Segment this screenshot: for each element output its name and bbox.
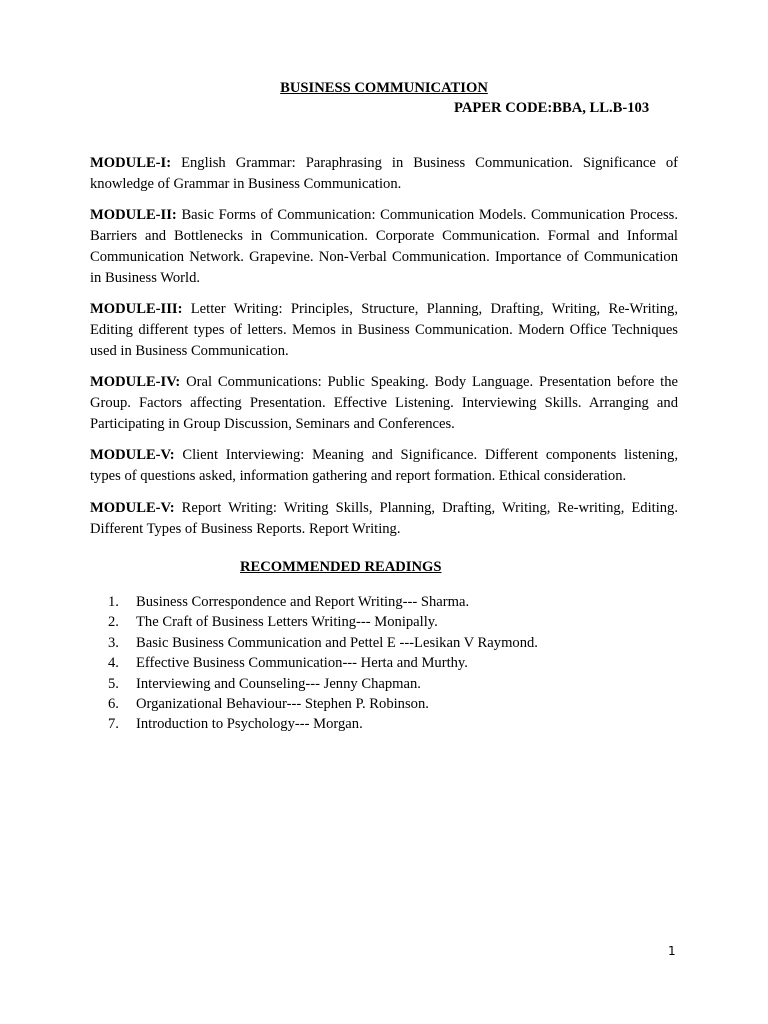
reading-text: Introduction to Psychology--- Morgan.	[136, 716, 363, 733]
reading-text: Effective Business Communication--- Herta and Murthy.	[136, 655, 468, 672]
reading-text: Organizational Behaviour--- Stephen P. Robinson.	[136, 696, 429, 713]
paper-code: PAPER CODE:BBA, LL.B-103	[454, 100, 650, 116]
module-list	[90, 153, 678, 550]
module-label: MODULE-II:	[90, 207, 177, 224]
list-number: 7.	[108, 716, 119, 733]
list-number: 1.	[108, 594, 119, 610]
module-label: MODULE-V:	[90, 499, 175, 516]
module-label: MODULE-III:	[90, 301, 183, 318]
module-text: Basic Forms of Communication: Communication Models. Communication Process. Barriers and Bottlenecks in Communication. Corporate Communication. Formal and Informal Communication Network. Grapevine. Non-Verbal Communication. Importance of Communication in Business World.	[90, 207, 678, 286]
module-text: Oral Communications: Public Speaking. Body Language. Presentation before the Group. Factors affecting Presentation. Effective Listening. Interviewing Skills. Arranging and Participating in Group Discussion, Seminars and Conferences.	[90, 374, 678, 432]
list-number: 3.	[108, 634, 119, 651]
list-item	[108, 612, 538, 632]
module-label: MODULE-I:	[90, 155, 172, 171]
module-text: English Grammar: Paraphrasing in Business Communication. Significance of knowledge of Grammar in Business Communication.	[90, 155, 678, 192]
module-paragraph	[90, 205, 678, 288]
reading-text: Basic Business Communication and Pettel E ---Lesikan V Raymond.	[136, 634, 538, 651]
page-number: 1	[668, 944, 676, 958]
document-title: BUSINESS COMMUNICATION	[280, 80, 488, 96]
module-text: Letter Writing: Principles, Structure, Planning, Drafting, Writing, Re-Writing, Editing different types of letters. Memos in Business Communication. Modern Office Techniques used in Business Communication.	[90, 301, 678, 359]
reading-text: Business Correspondence and Report Writing--- Sharma.	[136, 594, 470, 610]
module-paragraph	[90, 372, 678, 434]
readings-heading: RECOMMENDED READINGS	[240, 559, 442, 575]
reading-text: The Craft of Business Letters Writing--- Monipally.	[136, 614, 438, 631]
module-text: Client Interviewing: Meaning and Significance. Different components listening, types of questions asked, information gathering and report formation. Ethical consideration.	[90, 447, 678, 485]
list-item	[108, 633, 538, 653]
module-paragraph	[90, 299, 678, 361]
module-text: Report Writing: Writing Skills, Planning, Drafting, Writing, Re-writing, Editing. Different Types of Business Reports. Report Writing.	[90, 499, 678, 537]
reading-text: Interviewing and Counseling--- Jenny Chapman.	[136, 675, 421, 692]
list-number: 6.	[108, 696, 119, 713]
module-paragraph	[90, 445, 678, 486]
list-item	[108, 714, 538, 734]
list-number: 5.	[108, 675, 119, 692]
list-item	[108, 694, 538, 714]
module-paragraph	[90, 498, 678, 539]
module-label: MODULE-IV:	[90, 374, 181, 391]
list-item	[108, 592, 538, 612]
module-paragraph	[90, 153, 678, 194]
list-item	[108, 653, 538, 673]
list-number: 2.	[108, 614, 119, 631]
module-label: MODULE-V:	[90, 447, 175, 464]
readings-list	[108, 592, 538, 735]
list-item	[108, 674, 538, 694]
list-number: 4.	[108, 655, 119, 672]
